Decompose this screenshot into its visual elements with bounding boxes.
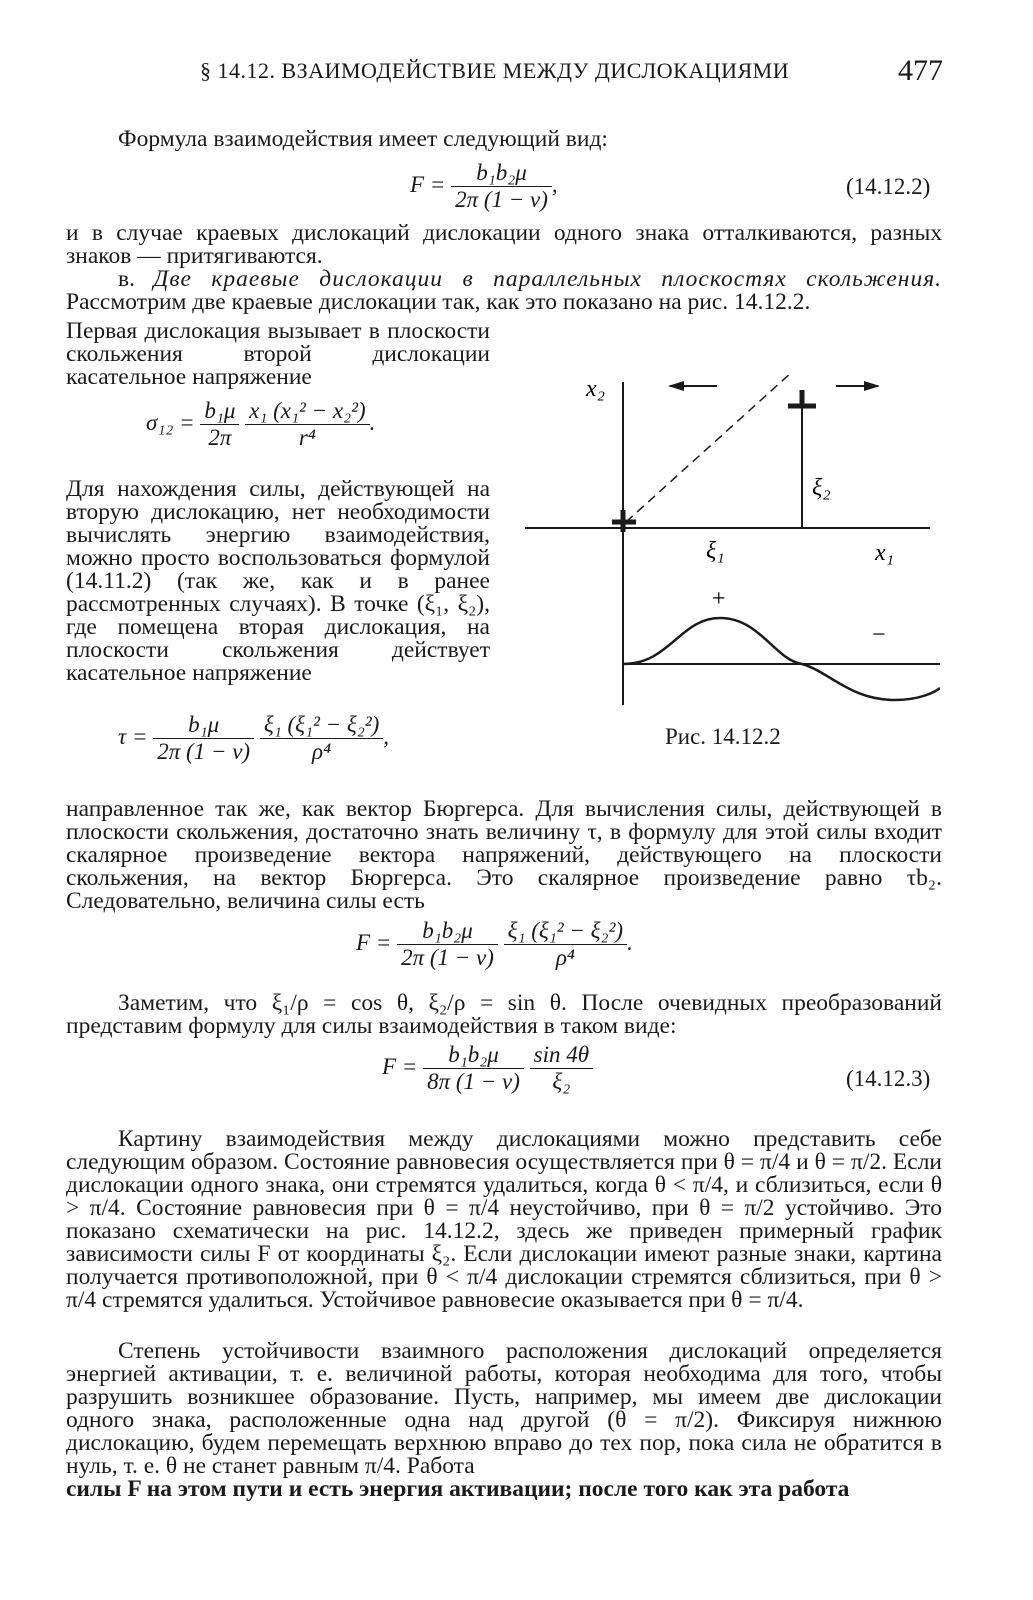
fraction [504,918,627,971]
running-header: § 14.12. ВЗАИМОДЕЙСТВИЕ МЕЖДУ ДИСЛОКАЦИЯМИ [200,58,790,83]
equation-number: (14.12.2) [846,174,931,199]
numerator: x₁ (x₁² − x₂²) [245,398,370,425]
subsection-title: Две краевые дислокации в параллельных плоскостях скольжения. [153,266,942,292]
denominator: 8π (1 − ν) [427,1069,520,1094]
theta-line [626,372,792,522]
fraction [451,160,552,213]
label-x2: x₂ [586,376,605,402]
label-x1: x₁ [875,540,894,566]
denominator: 2π (1 − ν) [401,945,494,970]
equation-tail: . [627,929,633,955]
fraction [200,398,239,451]
numerator: b₁b₂μ [451,160,552,187]
label-minus: − [872,622,886,648]
figure-caption: Рис. 14.12.2 [665,724,781,749]
numerator: ξ₁ (ξ₁² − ξ₂²) [504,918,627,945]
paragraph: Степень устойчивости взаимного расположения дислокаций определяется энергией активации, т. е. величиной работы, которая необходима для того, чтобы разрушить возникшее образование. Пусть, например, мы имеем две дислокации одного знака, расположенные одна над другой (θ = π/2). Фиксируя нижнюю дислокацию, будем перемещать верхнюю вправо до тех пор, пока сила не обратится в нуль, т. е. θ не станет равным π/4. Работа [66,1338,942,1479]
paragraph [66,268,942,314]
item-marker: в. [118,266,135,292]
paragraph: направленное так же, как вектор Бюргерса. Для вычисления силы, действующей в плоскости скольжения, достаточно знать величину τ, в формулу для этой силы входит скалярное произведение вектора напряжений, действующего на плоскости скольжения, на вектор Бюргерса. Это скалярное произведение равно τb₂. Следовательно, величина силы есть [66,796,942,914]
denominator: ξ₂ [552,1069,571,1094]
denominator: 2π (1 − ν) [157,739,251,764]
label-xi1: ξ₁ [706,538,725,564]
fraction [423,1042,524,1095]
equation-tail: . [369,409,376,435]
fraction [153,712,254,765]
left-arrowhead-icon [668,381,684,391]
equation-14-12-3 [382,1042,593,1095]
equation-lhs: F = [382,1053,418,1079]
equation-lhs: F = [410,171,446,197]
paragraph: и в случае краевых дислокаций дислокации одного знака отталкиваются, разных знаков — притягиваются. [66,220,942,269]
paragraph: Заметим, что ξ₁/ρ = cos θ, ξ₂/ρ = sin θ. После очевидных преобразований представим формулу для силы взаимодействия в таком виде: [66,990,942,1039]
numerator: b₁μ [200,398,239,425]
paragraph: Первая дислокация вызывает в плоскости скольжения второй дислокации касательное напряжение [66,318,490,390]
equation-tail: , [551,171,558,197]
numerator: b₁b₂μ [423,1042,524,1069]
equation-tail: , [383,723,390,749]
numerator: b₁b₂μ [397,918,498,945]
paragraph-text: Рассмотрим две краевые дислокации так, как это показано на рис. 14.12.2. [66,289,811,315]
numerator: b₁μ [153,712,254,739]
fraction [260,712,383,765]
equation-lhs: F = [356,929,392,955]
figure-dislocations [520,360,940,710]
equation-tau [118,712,389,765]
denominator: ρ⁴ [555,945,575,970]
right-arrowhead-icon [864,381,880,391]
paragraph: Для нахождения силы, действующей на вторую дислокацию, нет необходимости вычислять энергию взаимодействия, можно просто воспользоваться формулой (14.11.2) (так же, как и в ранее рассмотренных случаях). В точке (ξ₁, ξ₂), где помещена вторая дислокация, на плоскости скольжения действует касательное напряжение [66,476,490,686]
paragraph-last-line: силы F на этом пути и есть энергия активации; после того как эта работа [66,1476,850,1502]
equation-14-12-2 [410,160,558,213]
label-plus: + [712,586,726,612]
denominator: r⁴ [298,425,316,450]
fraction [245,398,370,451]
equation-lhs: σ₁₂ = [146,409,195,435]
fraction [397,918,498,971]
numerator: ξ₁ (ξ₁² − ξ₂²) [260,712,383,739]
fraction [530,1042,593,1095]
denominator: 2π (1 − ν) [455,187,548,212]
label-xi2: ξ₂ [812,475,831,501]
paragraph: Формула взаимодействия имеет следующий вид: [118,126,608,152]
equation-number: (14.12.3) [846,1066,931,1091]
paragraph: Картину взаимодействия между дислокациями можно представить себе следующим образом. Состояние равновесия осуществляется при θ = π/4 и θ = π/2. Если дислокации одного знака, они стремятся удалиться, когда θ < π/4, и сблизиться, если θ > π/4. Состояние равновесия при θ = π/4 неустойчиво, при θ = π/2 устойчиво. Это показано схематически на рис. 14.12.2, здесь же приведен примерный график зависимости силы F от координаты ξ₂. Если дислокации имеют разные знаки, картина получается противоположной, при θ < π/4 дислокации стремятся сблизиться, при θ > π/4 стремятся удалиться. Устойчивое равновесие оказывается при θ = π/4. [66,1126,942,1313]
numerator: sin 4θ [530,1042,593,1069]
equation-force [356,918,633,971]
denominator: ρ⁴ [312,739,332,764]
page-number: 477 [898,54,943,87]
equation-lhs: τ = [118,723,148,749]
denominator: 2π [208,425,232,450]
force-curve [623,618,940,700]
equation-sigma [146,398,375,451]
